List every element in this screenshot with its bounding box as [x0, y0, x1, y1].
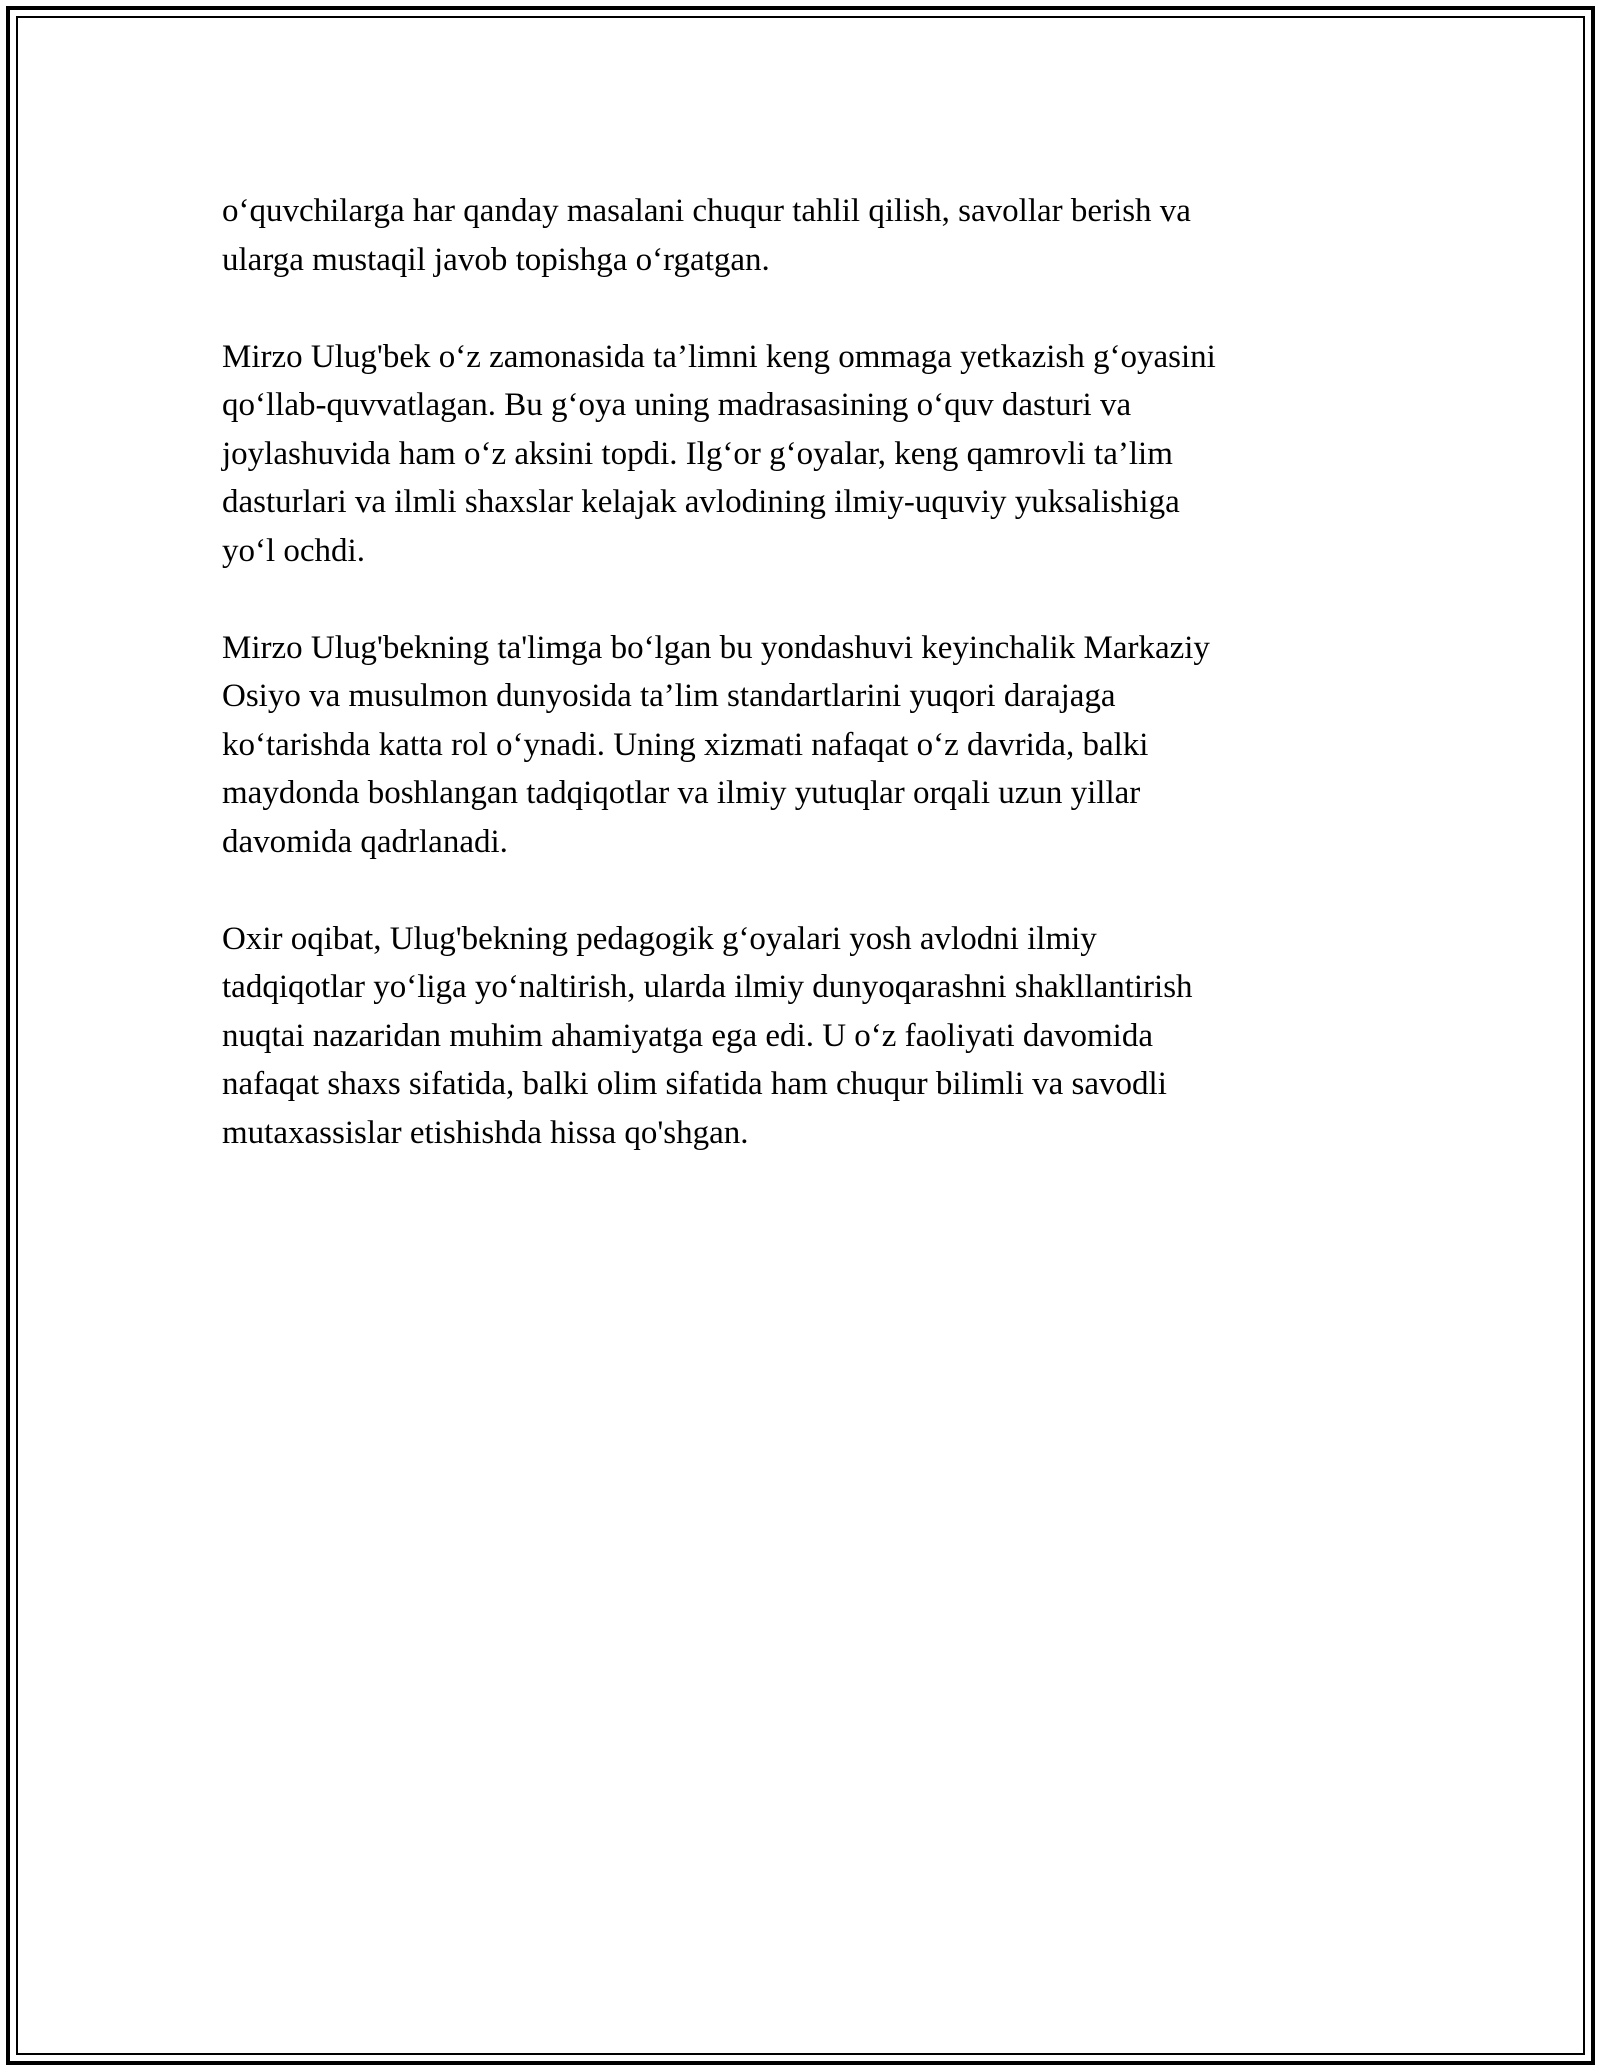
paragraph-2: Mirzo Ulug'bek o‘z zamonasida ta’limni keng ommaga yetkazish g‘oyasini qo‘llab-quvvatlagan. Bu g‘oya uning madrasasining o‘quv dasturi va joylashuvida ham o‘z aksini topdi. Ilg‘or g‘oyalar, keng qamrovli ta’lim dasturlari va ilmli shaxslar kelajak avlodining ilmiy-uquviy yuksalishiga yo‘l ochdi.: [222, 338, 1216, 569]
paragraph-3: Mirzo Ulug'bekning ta'limga bo‘lgan bu yondashuvi keyinchalik Markaziy Osiyo va musulmon dunyosida ta’lim standartlarini yuqori darajaga ko‘tarishda katta rol o‘ynadi. Uning xizmati nafaqat o‘z davrida, balki maydonda boshlangan tadqiqotlar va ilmiy yutuqlar orqali uzun yillar davomida qadrlanadi.: [222, 629, 1210, 860]
document-body: [222, 187, 1382, 1206]
paragraph-1: o‘quvchilarga har qanday masalani chuqur tahlil qilish, savollar berish va ularga mustaqil javob topishga o‘rgatgan.: [222, 193, 1191, 278]
paragraph-4: Oxir oqibat, Ulug'bekning pedagogik g‘oyalari yosh avlodni ilmiy tadqiqotlar yo‘liga yo‘naltirish, ularda ilmiy dunyoqarashni shakllantirish nuqtai nazaridan muhim ahamiyatga ega edi. U o‘z faoliyati davomida nafaqat shaxs sifatida, balki olim sifatida ham chuqur bilimli va savodli mutaxassislar etishishda hissa qo'shgan.: [222, 920, 1193, 1151]
